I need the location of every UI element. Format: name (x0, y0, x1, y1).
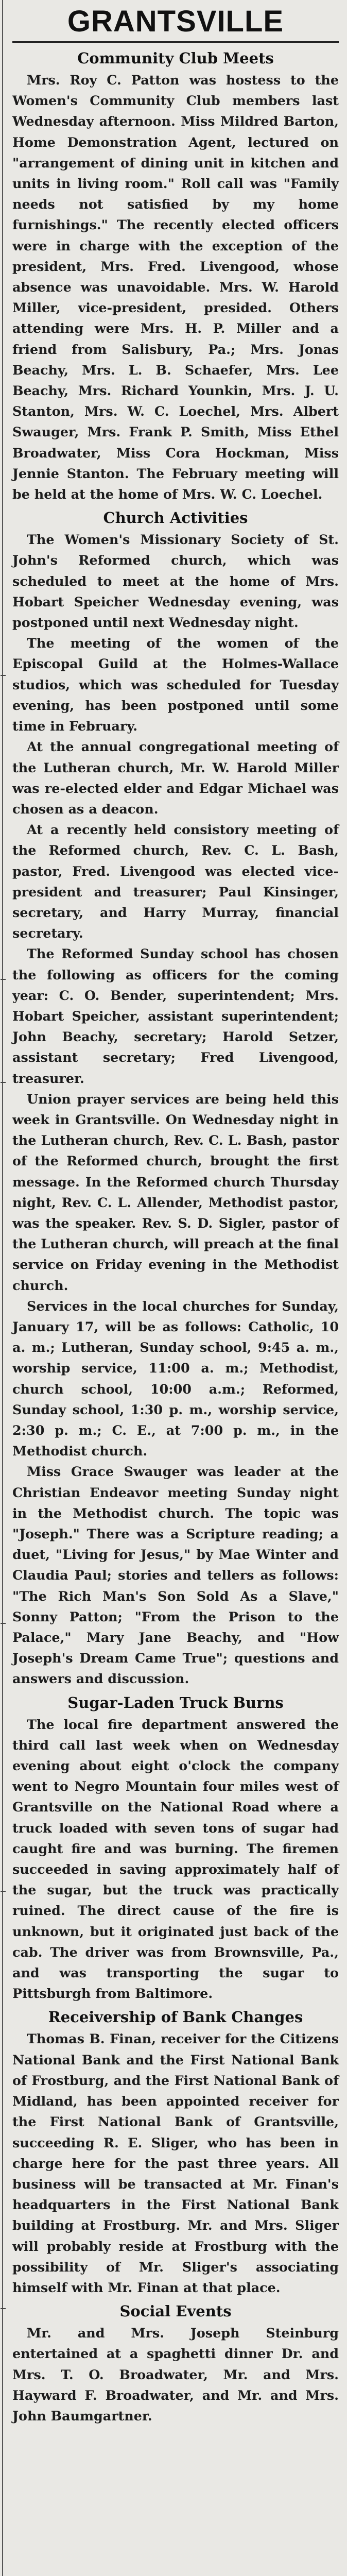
masthead: GRANTSVILLE (67, 5, 284, 38)
article-paragraph: Miss Grace Swauger was leader at the Christian Endeavor meeting Sunday night in the Methodist church. The topic was "Joseph." There was a Scripture reading; a duet, "Living for Jesus," by Mae Winter and Claudia Paul; stories and tellers as follows: "The Rich Man's Son Sold As a Slave," Sonny Patton; "From the Prison to the Palace," Mary Jane Beachy, and "How Joseph's Dream Came True"; questions and answers and discussion. (12, 1464, 339, 1687)
column-rule (2, 0, 3, 2576)
article-paragraph: Union prayer services are being held this week in Grantsville. On Wednesday night in the Lutheran church, Rev. C. L. Bash, pastor of the Reformed church, brought the first message. In the Reformed church Thursday night, Rev. C. L. Allender, Methodist pastor, was the speaker. Rev. S. D. Sigler, pastor of the Lutheran church, will preach at the final service on Friday evening in the Methodist church. (12, 1091, 339, 1293)
article-paragraph: The Women's Missionary Society of St. John's Reformed church, which was scheduled to meet at the home of Mrs. Hobart Speicher Wednesday evening, was postponed until next Wednesday night. (12, 532, 339, 631)
section-heading-bank-receivership: Receivership of Bank Changes (48, 2008, 303, 2026)
article-paragraph: The Reformed Sunday school has chosen the following as officers for the coming year: C. O. Bender, superintendent; Mrs. Hobart Speicher, assistant superintendent; John Beachy, secretary; Harold Setzer, assistant secretary; Fred Livengood, treasurer. (12, 946, 339, 1086)
article-paragraph: Services in the local churches for Sunday, January 17, will be as follows: Catholic, 10 a. m.; Lutheran, Sunday school, 9:45 a. m., worship service, 11:00 a. m.; Methodist, church school, 10:00 a.m.; Reformed, Sunday school, 1:30 p. m., worship service, 2:30 p. m.; C. E., at 7:00 p. m., in the Methodist church. (12, 1298, 339, 1459)
article-paragraph: At a recently held consistory meeting of the Reformed church, Rev. C. L. Bash, pastor, Fred. Livengood was elected vice-president and treasurer; Paul Kinsinger, secretary, and Harry Murray, financial secretary. (12, 822, 339, 941)
section-heading-social-events: Social Events (119, 2302, 232, 2320)
section-heading-community-club: Community Club Meets (77, 49, 274, 67)
article-paragraph: The local fire department answered the third call last week when on Wednesday evening about eight o'clock the company went to Negro Mountain four miles west of Grantsville on the National Road where a truck loaded with seven tons of sugar had caught fire and was burning. The firemen succeeded in saving approximately half of the sugar, but the truck was practically ruined. The direct cause of the fire is unknown, but it originated just back of the cab. The driver was from Brownsville, Pa., and was transporting the sugar to Pittsburgh from Baltimore. (12, 1716, 339, 2002)
article-paragraph: Mrs. Roy C. Patton was hostess to the Women's Community Club members last Wednesday afternoon. Miss Mildred Barton, Home Demonstration Agent, lectured on "arrangement of dining unit in kitchen and units in living room." Roll call was "Family needs not satisfied by my home furnishings." The recently elected officers were in charge with the exception of the president, Mrs. Fred. Livengood, whose absence was unavoidable. Mrs. W. Harold Miller, vice-president, presided. Others attending were Mrs. H. P. Miller and a friend from Salisbury, Pa.; Mrs. Jonas Beachy, Mrs. L. B. Schaefer, Mrs. Lee Beachy, Mrs. Richard Younkin, Mrs. J. U. Stanton, Mrs. W. C. Loechel, Mrs. Albert Swauger, Mrs. Frank P. Smith, Miss Ethel Broadwater, Miss Cora Hockman, Miss Jennie Stanton. The February meeting will be held at the home of Mrs. W. C. Loechel. (12, 72, 339, 502)
section-heading-church-activities: Church Activities (103, 509, 248, 527)
article-paragraph: Thomas B. Finan, receiver for the Citizens National Bank and the First National Bank of Frostburg, and the First National Bank of Midland, has been appointed receiver for the First National Bank of Grantsville, succeeding R. E. Sliger, who has been in charge here for the past three years. All business will be transacted at Mr. Finan's headquarters in the First National Bank building at Frostburg. Mr. and Mrs. Sliger will probably reside at Frostburg with the possibility of Mr. Sliger's associating himself with Mr. Finan at that place. (12, 2031, 339, 2295)
article-paragraph: Mr. and Mrs. Joseph Steinburg entertained at a spaghetti dinner Dr. and Mrs. T. O. Broadwater, Mr. and Mrs. Hayward F. Broadwater, and Mr. and Mrs. John Baumgartner. (12, 2325, 339, 2424)
article-paragraph: At the annual congregational meeting of the Lutheran church, Mr. W. Harold Miller was re-elected elder and Edgar Michael was chosen as a deacon. (12, 739, 339, 817)
article-paragraph: The meeting of the women of the Episcopal Guild at the Holmes-Wallace studios, which was scheduled for Tuesday evening, has been postponed until some time in February. (12, 635, 339, 734)
section-heading-truck-burns: Sugar-Laden Truck Burns (67, 1693, 284, 1711)
masthead-divider (12, 41, 339, 43)
